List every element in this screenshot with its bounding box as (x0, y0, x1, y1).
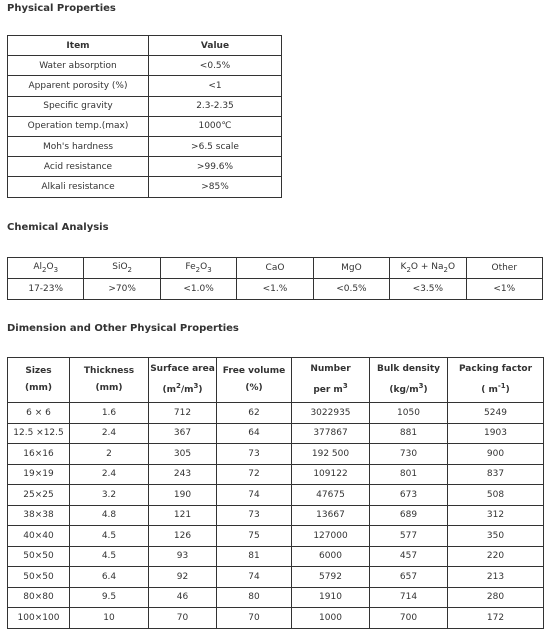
table-row (8, 464, 544, 485)
cell-free-volume: 73 (217, 505, 292, 526)
cell-packing-factor: 213 (448, 567, 544, 588)
chem-value: 17-23% (8, 279, 84, 300)
cell-number-per-m3: 377867 (292, 423, 370, 444)
table-row (8, 403, 544, 424)
cell-size: 19×19 (8, 464, 70, 485)
table-row (8, 567, 544, 588)
table-row (8, 136, 282, 156)
chemical-analysis-table (7, 257, 543, 300)
physical-header-row (8, 36, 282, 56)
cell-free-volume: 64 (217, 423, 292, 444)
cell-free-volume: 81 (217, 546, 292, 567)
chem-header-k2o-na2o: $K_2O + Na_2O$ (390, 258, 466, 279)
cell-thickness: 9.5 (70, 587, 149, 608)
chem-header-sio2: SiO$_2$ (84, 258, 160, 279)
chemical-header-row (8, 258, 543, 279)
cell-bulk-density: 801 (370, 464, 448, 485)
cell-number-per-m3: 5792 (292, 567, 370, 588)
cell-free-volume: 73 (217, 444, 292, 465)
property-value: >6.5 scale (149, 136, 282, 156)
cell-surface-area: 243 (149, 464, 217, 485)
table-row (8, 56, 282, 76)
dim-header-free-volume: Free volume (%) (217, 358, 292, 403)
table-row (8, 157, 282, 177)
cell-number-per-m3: 1000 (292, 608, 370, 629)
cell-size: 80×80 (8, 587, 70, 608)
cell-number-per-m3: 13667 (292, 505, 370, 526)
cell-thickness: 4.5 (70, 526, 149, 547)
dim-header-surface-area: Surface area $(m^2/m^3)$ (149, 358, 217, 403)
cell-size: 100×100 (8, 608, 70, 629)
cell-packing-factor: 312 (448, 505, 544, 526)
cell-number-per-m3: 127000 (292, 526, 370, 547)
chem-value: <0.5% (313, 279, 389, 300)
chem-header-cao: CaO (237, 258, 313, 279)
cell-thickness: 10 (70, 608, 149, 629)
cell-packing-factor: 220 (448, 546, 544, 567)
chem-header-fe2o3: $Fe_2O_3$ (160, 258, 236, 279)
cell-free-volume: 74 (217, 485, 292, 506)
cell-surface-area: 367 (149, 423, 217, 444)
property-name: Operation temp.(max) (8, 116, 149, 136)
cell-bulk-density: 689 (370, 505, 448, 526)
cell-packing-factor: 900 (448, 444, 544, 465)
chem-header-al2o3: $Al_2O_3$ (8, 258, 84, 279)
table-row (8, 444, 544, 465)
dimension-table-body (8, 358, 544, 629)
cell-free-volume: 72 (217, 464, 292, 485)
cell-bulk-density: 673 (370, 485, 448, 506)
cell-packing-factor: 1903 (448, 423, 544, 444)
property-name: Alkali resistance (8, 177, 149, 197)
cell-free-volume: 62 (217, 403, 292, 424)
cell-number-per-m3: 6000 (292, 546, 370, 567)
cell-size: 25×25 (8, 485, 70, 506)
table-row (8, 96, 282, 116)
physical-table-body (8, 36, 282, 198)
cell-surface-area: 190 (149, 485, 217, 506)
cell-number-per-m3: 1910 (292, 587, 370, 608)
cell-surface-area: 126 (149, 526, 217, 547)
table-row (8, 116, 282, 136)
cell-surface-area: 92 (149, 567, 217, 588)
cell-bulk-density: 577 (370, 526, 448, 547)
cell-bulk-density: 730 (370, 444, 448, 465)
cell-packing-factor: 508 (448, 485, 544, 506)
cell-free-volume: 80 (217, 587, 292, 608)
dimension-properties-table (7, 357, 544, 629)
physical-properties-table (7, 35, 282, 198)
property-name: Moh's hardness (8, 136, 149, 156)
cell-packing-factor: 350 (448, 526, 544, 547)
table-row (8, 177, 282, 197)
chem-value: >70% (84, 279, 160, 300)
property-name: Water absorption (8, 56, 149, 76)
table-row (8, 505, 544, 526)
dim-header-thickness: Thickness (mm) (70, 358, 149, 403)
cell-thickness: 3.2 (70, 485, 149, 506)
cell-size: 16×16 (8, 444, 70, 465)
cell-number-per-m3: 192 500 (292, 444, 370, 465)
cell-free-volume: 74 (217, 567, 292, 588)
chem-header-mgo: MgO (313, 258, 389, 279)
property-name: Specific gravity (8, 96, 149, 116)
cell-packing-factor: 5249 (448, 403, 544, 424)
section-title-dimension: Dimension and Other Physical Properties (7, 323, 239, 334)
cell-bulk-density: 1050 (370, 403, 448, 424)
cell-thickness: 4.8 (70, 505, 149, 526)
cell-bulk-density: 881 (370, 423, 448, 444)
cell-number-per-m3: 47675 (292, 485, 370, 506)
cell-surface-area: 93 (149, 546, 217, 567)
chem-value: <3.5% (390, 279, 466, 300)
cell-thickness: 2.4 (70, 423, 149, 444)
table-row (8, 526, 544, 547)
chem-header-other: Other (466, 258, 542, 279)
cell-surface-area: 121 (149, 505, 217, 526)
cell-size: 6 × 6 (8, 403, 70, 424)
cell-thickness: 6.4 (70, 567, 149, 588)
property-name: Apparent porosity (%) (8, 76, 149, 96)
chem-value: <1.% (237, 279, 313, 300)
chem-value: <1% (466, 279, 542, 300)
dim-header-packing-factor: Packing factor ( $m^{-1}$) (448, 358, 544, 403)
table-row (8, 546, 544, 567)
table-row (8, 485, 544, 506)
cell-thickness: 2 (70, 444, 149, 465)
cell-surface-area: 46 (149, 587, 217, 608)
cell-size: 50×50 (8, 567, 70, 588)
cell-number-per-m3: 109122 (292, 464, 370, 485)
dim-header-sizes: Sizes (mm) (8, 358, 70, 403)
cell-size: 50×50 (8, 546, 70, 567)
cell-surface-area: 70 (149, 608, 217, 629)
cell-surface-area: 712 (149, 403, 217, 424)
section-title-chemical: Chemical Analysis (7, 222, 109, 233)
dimension-header-row (8, 358, 544, 403)
property-value: 2.3-2.35 (149, 96, 282, 116)
property-value: >99.6% (149, 157, 282, 177)
cell-thickness: 4.5 (70, 546, 149, 567)
cell-surface-area: 305 (149, 444, 217, 465)
cell-thickness: 2.4 (70, 464, 149, 485)
property-value: >85% (149, 177, 282, 197)
table-row (8, 76, 282, 96)
table-row (8, 423, 544, 444)
table-row (8, 608, 544, 629)
cell-thickness: 1.6 (70, 403, 149, 424)
cell-bulk-density: 714 (370, 587, 448, 608)
section-title-physical: Physical Properties (7, 3, 116, 14)
cell-free-volume: 70 (217, 608, 292, 629)
header-value: Value (149, 36, 282, 56)
header-item: Item (8, 36, 149, 56)
cell-bulk-density: 457 (370, 546, 448, 567)
chemical-value-row (8, 279, 543, 300)
property-value: <0.5% (149, 56, 282, 76)
cell-packing-factor: 280 (448, 587, 544, 608)
cell-size: 12.5 ×12.5 (8, 423, 70, 444)
dim-header-number: Number per $m^3$ (292, 358, 370, 403)
property-value: <1 (149, 76, 282, 96)
property-name: Acid resistance (8, 157, 149, 177)
cell-number-per-m3: 3022935 (292, 403, 370, 424)
property-value: 1000℃ (149, 116, 282, 136)
dim-header-bulk-density: Bulk density $(kg/m^3)$ (370, 358, 448, 403)
chem-value: <1.0% (160, 279, 236, 300)
cell-free-volume: 75 (217, 526, 292, 547)
cell-packing-factor: 172 (448, 608, 544, 629)
cell-size: 40×40 (8, 526, 70, 547)
cell-size: 38×38 (8, 505, 70, 526)
cell-packing-factor: 837 (448, 464, 544, 485)
cell-bulk-density: 700 (370, 608, 448, 629)
cell-bulk-density: 657 (370, 567, 448, 588)
table-row (8, 587, 544, 608)
